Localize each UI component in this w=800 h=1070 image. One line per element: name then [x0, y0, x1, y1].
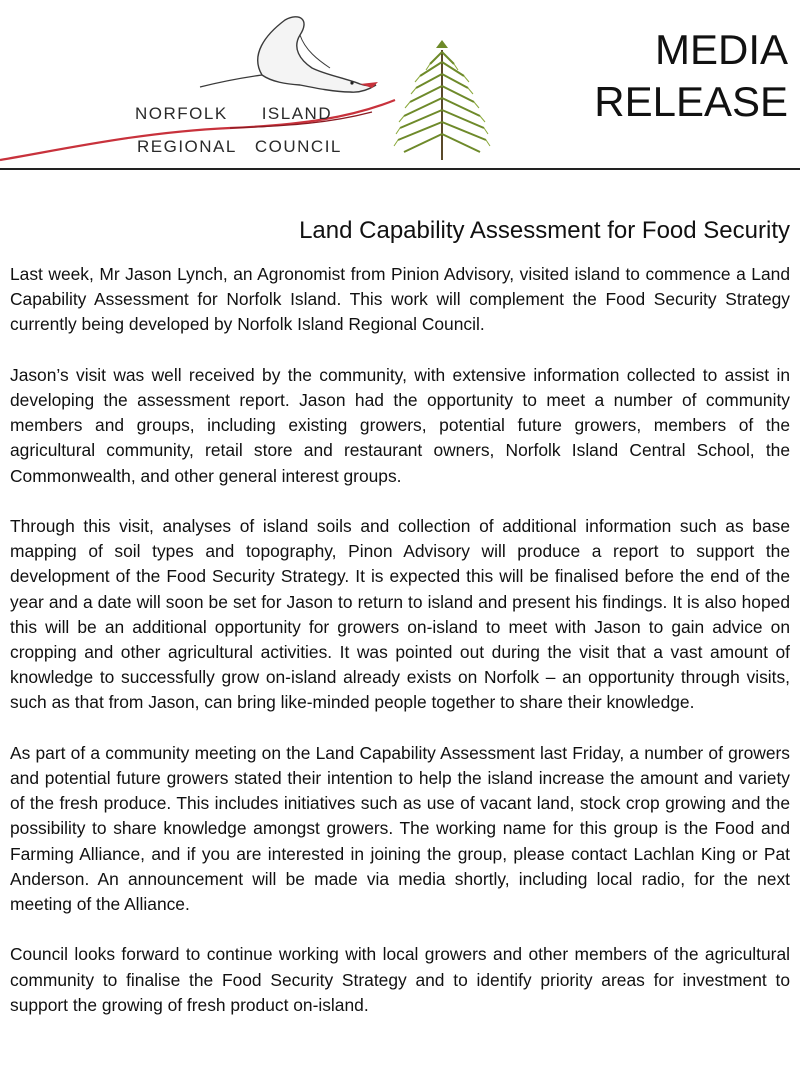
logo-word-council: COUNCIL [254, 137, 342, 156]
logo-word-regional: REGIONAL [137, 137, 237, 156]
council-logo [0, 0, 520, 170]
bird-icon [200, 17, 378, 92]
logo-text-line1 [135, 104, 332, 124]
pine-tree-icon [394, 40, 490, 160]
body-paragraph: Jason’s visit was well received by the community, with extensive information collected to assist in developing the assessment report. Jason had the opportunity to meet a number of community members and groups, including existing growers, potential future growers, members of the agricultural community, retail store and restaurant owners, Norfolk Island Central School, the Commonwealth, and other general interest groups. [10, 364, 790, 486]
media-release-heading [594, 24, 788, 128]
media-release-line1: MEDIA [654, 26, 788, 73]
header-divider [0, 168, 800, 170]
release-body [10, 262, 790, 1043]
page-header [0, 0, 800, 170]
logo-text-line2 [137, 137, 342, 157]
release-title: Land Capability Assessment for Food Security [299, 217, 790, 244]
media-release-line2: RELEASE [594, 78, 788, 125]
body-paragraph: Through this visit, analyses of island soils and collection of additional information such as base mapping of soil types and topography, Pinon Advisory will produce a report to support the development of the Food Security Strategy. It is expected this will be finalised before the end of the year and a date will soon be set for Jason to return to island and present his findings. It is also hoped this will be an additional opportunity for growers on-island to meet with Jason to gain advice on cropping and other agricultural activities. It was pointed out during the visit that a vast amount of knowledge to successfully grow on-island already exists on Norfolk – an opportunity through visits, such as that from Jason, can bring like-minded people together to share their knowledge. [10, 516, 790, 713]
body-paragraph: Last week, Mr Jason Lynch, an Agronomist from Pinion Advisory, visited island to commence a Land Capability Assessment for Norfolk Island. This work will complement the Food Security Strategy currently being developed by Norfolk Island Regional Council. [10, 264, 790, 335]
logo-word-island: ISLAND [261, 104, 333, 123]
body-paragraph: Council looks forward to continue working with local growers and other members of the agricultural community to finalise the Food Security Strategy and to identify priority areas for investment to support the growing of fresh product on-island. [10, 944, 790, 1015]
body-paragraph: As part of a community meeting on the Land Capability Assessment last Friday, a number of growers and potential future growers stated their intention to help the island increase the amount and variety of the fresh produce. This includes initiatives such as use of vacant land, stock crop growing and the possibility to share knowledge amongst growers. The working name for this group is the Food and Farming Alliance, and if you are interested in joining the group, please contact Lachlan King or Pat Anderson. An announcement will be made via media shortly, including local radio, for the next meeting of the Alliance. [10, 742, 790, 915]
logo-word-norfolk: NORFOLK [135, 104, 228, 123]
